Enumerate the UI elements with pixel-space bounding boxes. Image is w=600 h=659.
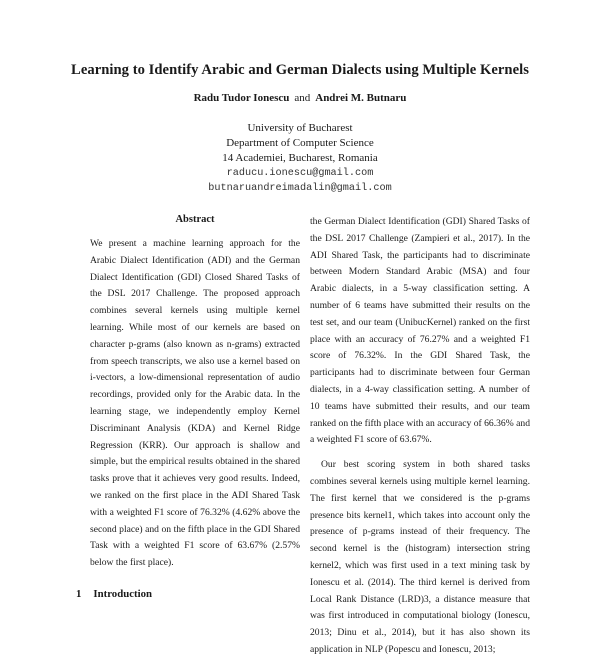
section-title: Introduction: [93, 588, 153, 600]
paper-title: Learning to Identify Arabic and German Dialects using Multiple Kernels: [71, 62, 529, 78]
abstract-heading: Abstract: [175, 214, 215, 225]
section-number: 1: [76, 588, 82, 600]
affiliation-university: University of Bucharest: [247, 122, 353, 134]
affiliation-department: Department of Computer Science: [226, 137, 374, 149]
author-conjunction: and: [294, 92, 311, 104]
abstract-body: [90, 236, 300, 572]
author-name: Andrei M. Butnaru: [315, 92, 407, 104]
abstract-text: We present a machine learning approach for the Arabic Dialect Identification (ADI) and the German Dialect Identification (GDI) Closed Shared Tasks of the DSL 2017 Challenge. The proposed approach combines several kernels using multiple kernel learning. While most of our kernels are based on character p-grams (also known as n-grams) extracted from speech transcripts, we also use a kernel based on i-vectors, a low-dimensional representation of audio recordings, provided only for the Arabic data. In the learning stage, we independently employ Kernel Discriminant Analysis (KDA) and Kernel Ridge Regression (KRR). Our approach is shallow and simple, but the empirical results obtained in the shared tasks prove that it achieves very good results. Indeed, we ranked on the first place in the ADI Shared Task with a weighted F1 score of 76.32% (4.62% above the second place) and on the fifth place in the GDI Shared Task with a weighted F1 score of 63.67% (2.57% below the first place).: [90, 238, 300, 569]
author-email: raducu.ionescu@gmail.com: [226, 168, 374, 179]
author-name: Radu Tudor Ionescu: [193, 92, 290, 104]
body-paragraph: the German Dialect Identification (GDI) Shared Tasks of the DSL 2017 Challenge (Zampieri et al., 2017). In the ADI Shared Task, the participants had to discriminate between Modern Standard Arabic (MSA) and four Arabic dialects, in a 5-way classification setting. A number of 6 teams have submitted their results on the test set, and our team (UnibucKernel) ranked on the first place with an accuracy of 76.27% and a weighted F1 score of 76.32%. In the GDI Shared Task, the participants had to discriminate between four German dialects, in a 4-way classification setting. A number of 10 teams have submitted their results, and our team ranked on the fifth place with an accuracy of 66.36% and a weighted F1 score of 63.67%.: [310, 216, 530, 446]
section-heading: [76, 588, 152, 600]
body-paragraph: Our best scoring system in both shared tasks combines several kernels using multiple kernel learning. The first kernel that we considered is the p-grams presence bits kernel1, which takes into account only the presence of p-grams instead of their frequency. The second kernel is the (histogram) intersection string kernel2, which was first used in a text mining task by Ionescu et al. (2014). The third kernel is derived from Local Rank Distance (LRD)3, a distance measure that was first introduced in computational biology (Ionescu, 2013; Dinu et al., 2014), but it has also shown its application in NLP (Popescu and Ionescu, 2013;: [310, 459, 530, 655]
right-column: [310, 214, 530, 659]
author-email: butnaruandreimadalin@gmail.com: [208, 183, 392, 194]
author-line: [0, 92, 600, 104]
affiliation-address: 14 Academiei, Bucharest, Romania: [222, 152, 378, 164]
